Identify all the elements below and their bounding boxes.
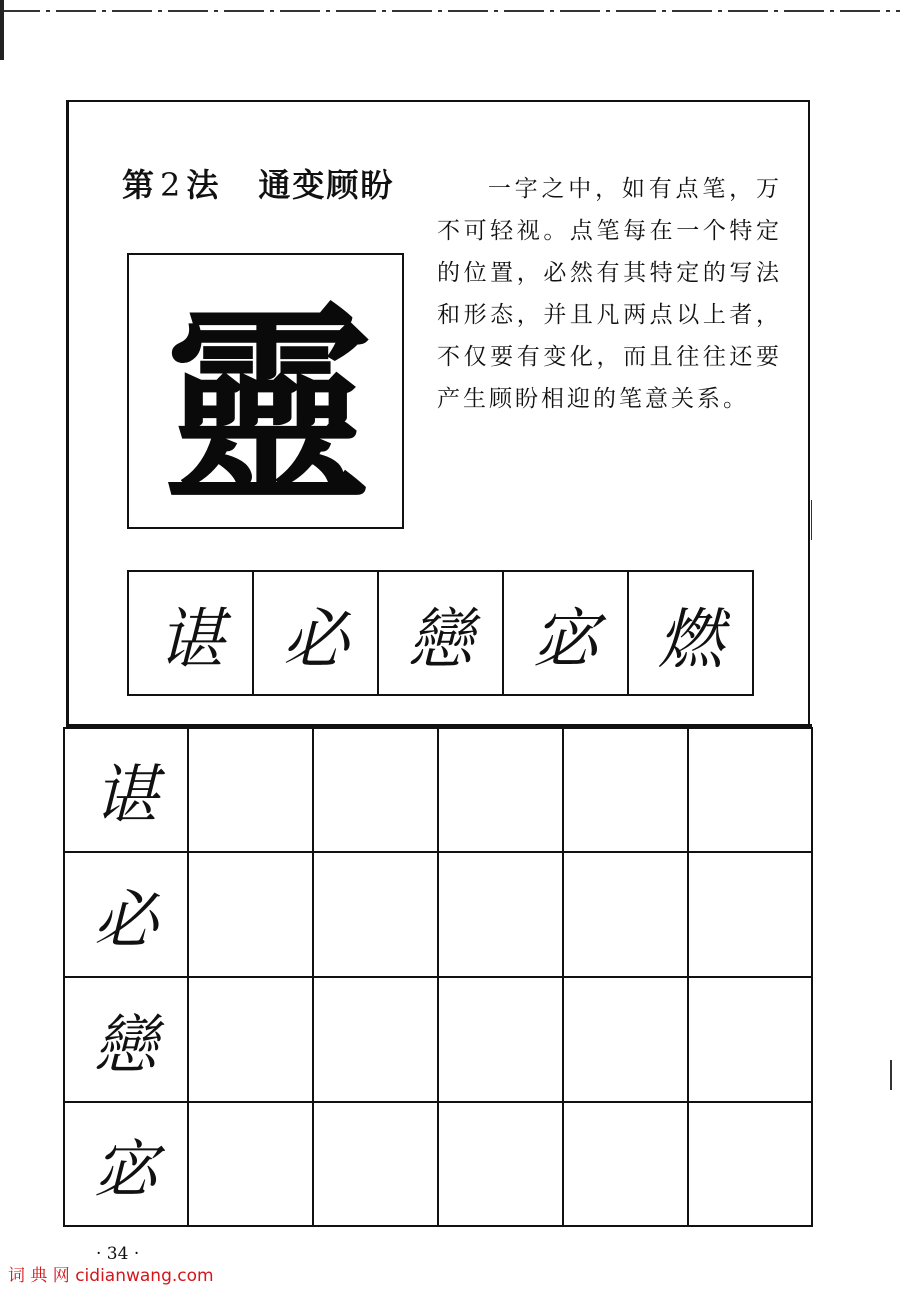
practice-model-character: 宓 [93,1133,158,1208]
lesson-number: 2 [160,166,183,204]
lesson-label: 第 [122,166,157,204]
sample-character: 宓 [504,572,629,694]
page-top-edge [0,0,900,6]
sample-character: 燃 [657,600,724,678]
practice-grid [63,727,813,1227]
lesson-name: 通变顾盼 [258,166,395,204]
sample-character: 戀 [379,572,504,694]
page-number: · 34 · [96,1244,140,1264]
example-character-glyph [129,255,402,527]
lesson-method: 法 [186,166,221,204]
example-character-box [127,253,404,529]
sample-character: 谌 [129,572,254,694]
description-text: 一字之中，如有点笔，万不可轻视。点笔每在一个特定的位置，必然有其特定的写法和形态，并且凡两点以上者，不仅要有变化，而且往往还要产生顾盼相迎的笔意关系。 [437,176,782,412]
practice-model-character: 戀 [93,1008,158,1083]
lesson-title [122,160,394,206]
page-left-edge [0,0,4,60]
scan-mark [811,500,812,540]
practice-model-character: 谌 [93,758,158,833]
lesson-description [437,168,782,420]
scan-mark [890,1060,892,1090]
practice-model-character: 必 [93,883,158,958]
sample-character-row [127,570,754,696]
sample-character: 必 [254,572,379,694]
watermark: 词 典 网 cidianwang.com [8,1266,214,1286]
example-character: 靈 [161,283,373,527]
